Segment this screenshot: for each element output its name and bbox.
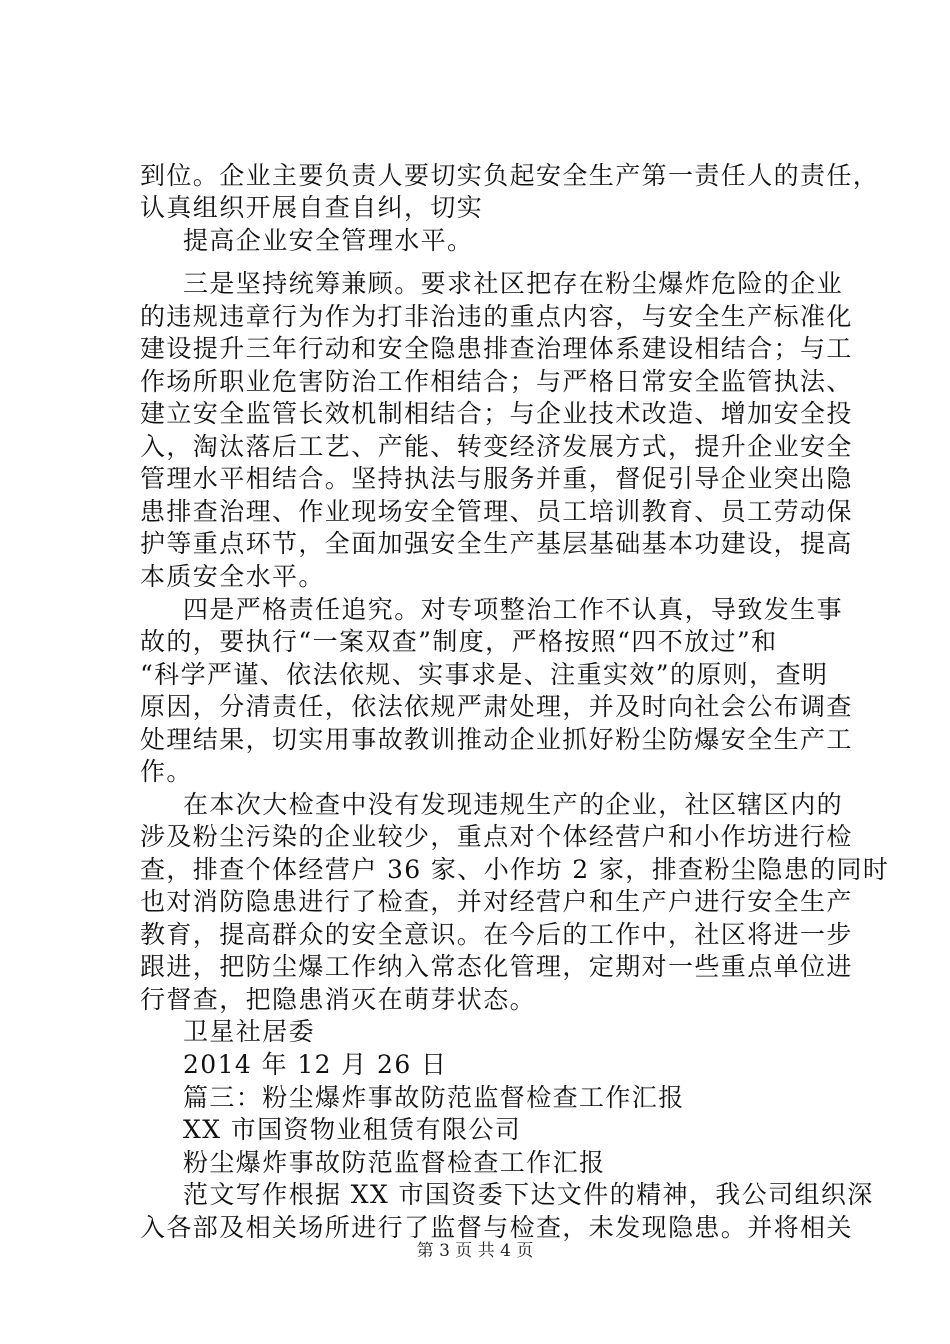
text-line: 教育，提高群众的安全意识。在今后的工作中，社区将进一步 <box>140 920 853 949</box>
text-line: 管理水平相结合。坚持执法与服务并重，督促引导企业突出隐 <box>140 464 853 493</box>
text-line: 四是严格责任追究。对专项整治工作不认真，导致发生事 <box>183 595 844 624</box>
section-heading: 篇三：粉尘爆炸事故防范监督检查工作汇报 <box>183 1083 685 1112</box>
text-line: 跟进，把防尘爆工作纳入常态化管理，定期对一些重点单位进 <box>140 952 853 981</box>
text-line: 行督查，把隐患消灭在萌芽状态。 <box>140 985 537 1014</box>
text-line: 涉及粉尘污染的企业较少，重点对个体经营户和小作坊进行检 <box>140 822 853 851</box>
text-line: 到位。企业主要负责人要切实负起安全生产第一责任人的责任， <box>140 161 880 190</box>
text-line: 故的，要执行“一案双查”制度，严格按照“四不放过”和 <box>140 627 778 656</box>
text-line: 建立安全监管长效机制相结合；与企业技术改造、增加安全投 <box>140 399 853 428</box>
text-line: 查，排查个体经营户 36 家、小作坊 2 家，排查粉尘隐患的同时 <box>140 855 890 884</box>
signature-date: 2014 年 12 月 26 日 <box>183 1050 448 1079</box>
company-name: XX 市国资物业租赁有限公司 <box>183 1115 522 1144</box>
report-title: 粉尘爆炸事故防范监督检查工作汇报 <box>183 1148 606 1177</box>
text-line: 护等重点环节，全面加强安全生产基层基础基本功建设，提高 <box>140 529 853 558</box>
text-line: 在本次大检查中没有发现违规生产的企业，社区辖区内的 <box>183 790 844 819</box>
text-line: 处理结果，切实用事故教训推动企业抓好粉尘防爆安全生产工 <box>140 725 853 754</box>
text-line: 三是坚持统筹兼顾。要求社区把存在粉尘爆炸危险的企业 <box>183 269 844 298</box>
signature-organization: 卫星社居委 <box>183 1017 316 1046</box>
text-line: 认真组织开展自查自纠，切实 <box>140 193 484 222</box>
text-line: 也对消防隐患进行了检查，并对经营户和生产户进行安全生产 <box>140 887 853 916</box>
text-line: 入，淘汰落后工艺、产能、转变经济发展方式，提升企业安全 <box>140 432 853 461</box>
text-line: 提高企业安全管理水平。 <box>183 226 474 255</box>
text-line: 建设提升三年行动和安全隐患排查治理体系建设相结合；与工 <box>140 334 853 363</box>
text-line: 原因，分清责任，依法依规严肃处理，并及时向社会公布调查 <box>140 692 853 721</box>
text-line: 的违规违章行为作为打非治违的重点内容，与安全生产标准化 <box>140 302 853 331</box>
text-line: 作。 <box>140 757 193 786</box>
text-line: 作场所职业危害防治工作相结合；与严格日常安全监管执法、 <box>140 367 853 396</box>
text-line: 入各部及相关场所进行了监督与检查，未发现隐患。并将相关 <box>140 1213 853 1242</box>
text-line: 本质安全水平。 <box>140 562 325 591</box>
text-line: 范文写作根据 XX 市国资委下达文件的精神，我公司组织深 <box>183 1180 874 1209</box>
page-number: 第 3 页 共 4 页 <box>416 1241 534 1261</box>
text-line: 患排查治理、作业现场安全管理、员工培训教育、员工劳动保 <box>140 497 853 526</box>
text-line: “科学严谨、依法依规、实事求是、注重实效”的原则，查明 <box>140 660 829 689</box>
